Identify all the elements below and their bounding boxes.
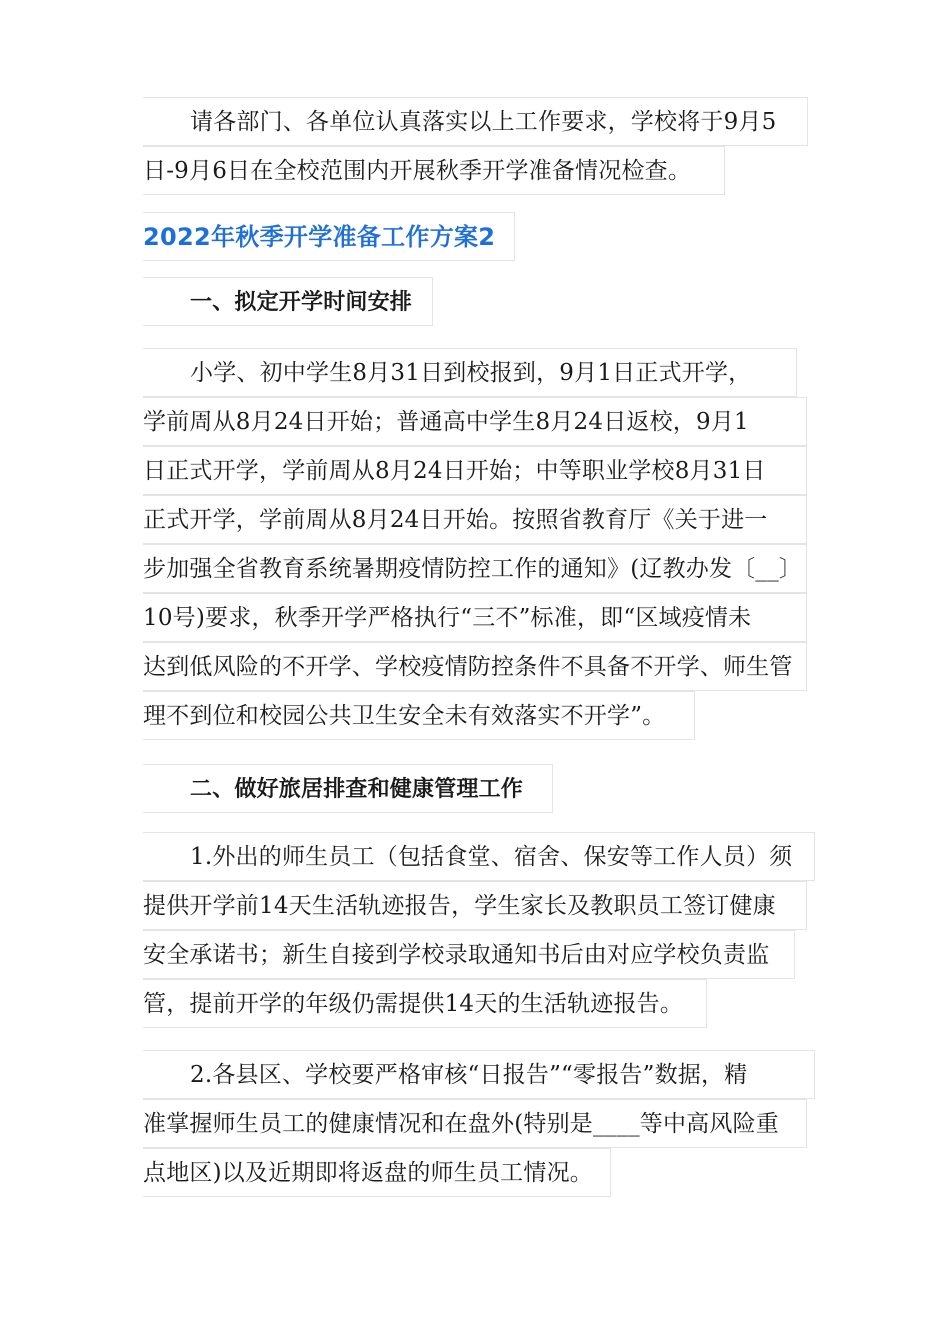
section1-line-1: 小学、初中学生8月31日到校报到，9月1日正式开学， [143, 348, 797, 397]
section1-line-3: 日正式开学，学前周从8月24日开始；中等职业学校8月31日 [143, 446, 807, 495]
section2-para1-line-4: 管，提前开学的年级仍需提供14天的生活轨迹报告。 [143, 979, 707, 1028]
section2-para1-line-3: 安全承诺书；新生自接到学校录取通知书后由对应学校负责监 [143, 930, 795, 979]
section1-line-4: 正式开学，学前周从8月24日开始。按照省教育厅《关于进一 [143, 495, 807, 544]
section1-heading: 一、拟定开学时间安排 [143, 277, 433, 326]
section2-para1-line-1: 1.外出的师生员工（包括食堂、宿舍、保安等工作人员）须 [143, 832, 815, 881]
section2-heading: 二、做好旅居排查和健康管理工作 [143, 764, 553, 813]
section1-line-2: 学前周从8月24日开始；普通高中学生8月24日返校，9月1 [143, 397, 807, 446]
intro-line-1: 请各部门、各单位认真落实以上工作要求，学校将于9月5 [143, 97, 808, 146]
section2-para2-line-2: 准掌握师生员工的健康情况和在盘外(特别是____等中高风险重 [143, 1099, 807, 1148]
section2-para1-line-2: 提供开学前14天生活轨迹报告，学生家长及教职员工签订健康 [143, 881, 807, 930]
section1-line-8: 理不到位和校园公共卫生安全未有效落实不开学”。 [143, 691, 695, 740]
section2-para2-line-3: 点地区)以及近期即将返盘的师生员工情况。 [143, 1148, 611, 1197]
section1-line-6: 10号)要求，秋季开学严格执行“三不”标准，即“区域疫情未 [143, 593, 807, 642]
intro-line-2: 日-9月6日在全校范围内开展秋季开学准备情况检查。 [143, 146, 725, 195]
section2-para2-line-1: 2.各县区、学校要严格审核“日报告”“零报告”数据，精 [143, 1050, 815, 1099]
document-title: 2022年秋季开学准备工作方案2 [143, 212, 515, 261]
section1-line-5: 步加强全省教育系统暑期疫情防控工作的通知》(辽教办发〔__〕 [143, 544, 807, 593]
section1-line-7: 达到低风险的不开学、学校疫情防控条件不具备不开学、师生管 [143, 642, 807, 691]
